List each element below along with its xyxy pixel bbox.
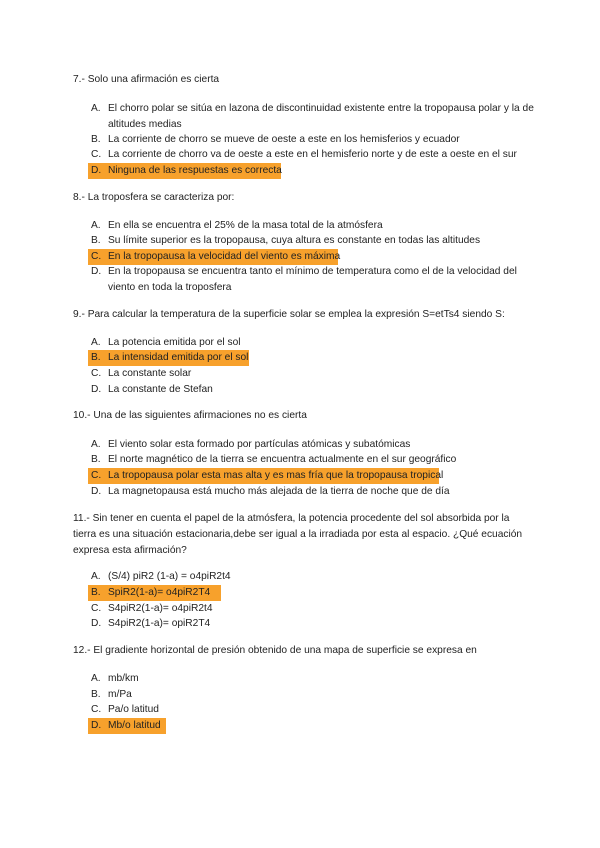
question-9: 9.- Para calcular la temperatura de la superficie solar se emplea la expresión S=etTs4 siendo S: xyxy=(73,309,505,320)
option-12c xyxy=(91,702,536,718)
option-9a xyxy=(91,335,536,351)
option-text: Pa/o latitud xyxy=(108,704,159,715)
option-12a xyxy=(91,671,536,687)
option-letter: D. xyxy=(91,486,102,497)
option-text: En la tropopausa se encuentra tanto el mínimo de temperatura como el de la velocidad del viento en toda la troposfera xyxy=(108,266,517,293)
question-12: 12.- El gradiente horizontal de presión obtenido de una mapa de superficie se expresa en xyxy=(73,645,477,656)
option-letter: B. xyxy=(91,689,101,700)
question-8: 8.- La troposfera se caracteriza por: xyxy=(73,192,235,203)
option-letter: A. xyxy=(91,571,101,582)
option-8a xyxy=(91,218,536,234)
option-7d-correct xyxy=(91,163,536,179)
option-letter: C. xyxy=(91,368,102,379)
option-letter: D. xyxy=(91,266,102,277)
option-7b xyxy=(91,132,536,148)
option-11a xyxy=(91,569,536,585)
option-letter: D. xyxy=(91,165,102,176)
question-11: 11.- Sin tener en cuenta el papel de la atmósfera, la potencia procedente del sol absorbida por la tierra es una situación estacionaria,debe ser igual a la irradiada por esta al espacio. ¿Qué ecuación expresa esta afirmación? xyxy=(73,513,523,556)
question-7: 7.- Solo una afirmación es cierta xyxy=(73,74,220,85)
option-text: El viento solar esta formado por partículas atómicas y subatómicas xyxy=(108,439,411,450)
option-text: En ella se encuentra el 25% de la masa total de la atmósfera xyxy=(108,220,383,231)
option-letter: A. xyxy=(91,673,101,684)
option-text: En la tropopausa la velocidad del viento es máxima xyxy=(108,251,341,262)
option-11c xyxy=(91,601,536,617)
option-text: Mb/o latitud xyxy=(108,720,161,731)
option-text: S4piR2(1-a)= opiR2T4 xyxy=(108,618,211,629)
option-11d xyxy=(91,616,536,632)
option-letter: B. xyxy=(91,352,101,363)
option-letter: C. xyxy=(91,603,102,614)
option-9b-correct xyxy=(91,350,536,366)
option-letter: C. xyxy=(91,251,102,262)
option-text: La corriente de chorro va de oeste a este en el hemisferio norte y de este a oeste en el sur xyxy=(108,149,517,160)
option-text: m/Pa xyxy=(108,689,132,700)
option-8b xyxy=(91,233,536,249)
option-text: Ninguna de las respuestas es correcta xyxy=(108,165,282,176)
option-12d-correct xyxy=(91,718,536,734)
option-letter: C. xyxy=(91,149,102,160)
option-letter: B. xyxy=(91,587,101,598)
option-text: SpiR2(1-a)= o4piR2T4 xyxy=(108,587,211,598)
question-10: 10.- Una de las siguientes afirmaciones no es cierta xyxy=(73,410,307,421)
option-letter: C. xyxy=(91,470,102,481)
option-letter: D. xyxy=(91,618,102,629)
option-text: La corriente de chorro se mueve de oeste a este en los hemisferios y ecuador xyxy=(108,134,460,145)
option-letter: A. xyxy=(91,103,101,114)
option-letter: D. xyxy=(91,720,102,731)
option-7c xyxy=(91,147,536,163)
option-text: La magnetopausa está mucho más alejada de la tierra de noche que de día xyxy=(108,486,450,497)
option-7a xyxy=(91,101,536,133)
option-letter: A. xyxy=(91,337,101,348)
option-12b xyxy=(91,687,536,703)
option-text: La potencia emitida por el sol xyxy=(108,337,241,348)
option-text: (S/4) piR2 (1-a) = o4piR2t4 xyxy=(108,571,231,582)
option-text: La tropopausa polar esta mas alta y es mas fría que la tropopausa tropical xyxy=(108,470,444,481)
option-letter: B. xyxy=(91,454,101,465)
option-text: El chorro polar se sitúa en lazona de discontinuidad existente entre la tropopausa polar y la de altitudes medias xyxy=(108,103,534,130)
option-letter: A. xyxy=(91,439,101,450)
option-9d xyxy=(91,382,536,398)
option-text: El norte magnético de la tierra se encuentra actualmente en el sur geográfico xyxy=(108,454,457,465)
option-text: La constante solar xyxy=(108,368,192,379)
option-10a xyxy=(91,437,536,453)
option-9c xyxy=(91,366,536,382)
option-letter: A. xyxy=(91,220,101,231)
option-10c-correct xyxy=(91,468,536,484)
option-letter: B. xyxy=(91,235,101,246)
option-text: La constante de Stefan xyxy=(108,384,213,395)
option-text: mb/km xyxy=(108,673,139,684)
option-8c-correct xyxy=(91,249,536,265)
option-letter: B. xyxy=(91,134,101,145)
option-8d xyxy=(91,264,536,296)
option-11b-correct xyxy=(91,585,536,601)
option-text: S4piR2(1-a)= o4piR2t4 xyxy=(108,603,213,614)
option-letter: D. xyxy=(91,384,102,395)
option-10b xyxy=(91,452,536,468)
option-letter: C. xyxy=(91,704,102,715)
option-text: Su límite superior es la tropopausa, cuya altura es constante en todas las altitudes xyxy=(108,235,481,246)
option-text: La intensidad emitida por el sol xyxy=(108,352,249,363)
option-10d xyxy=(91,484,536,500)
